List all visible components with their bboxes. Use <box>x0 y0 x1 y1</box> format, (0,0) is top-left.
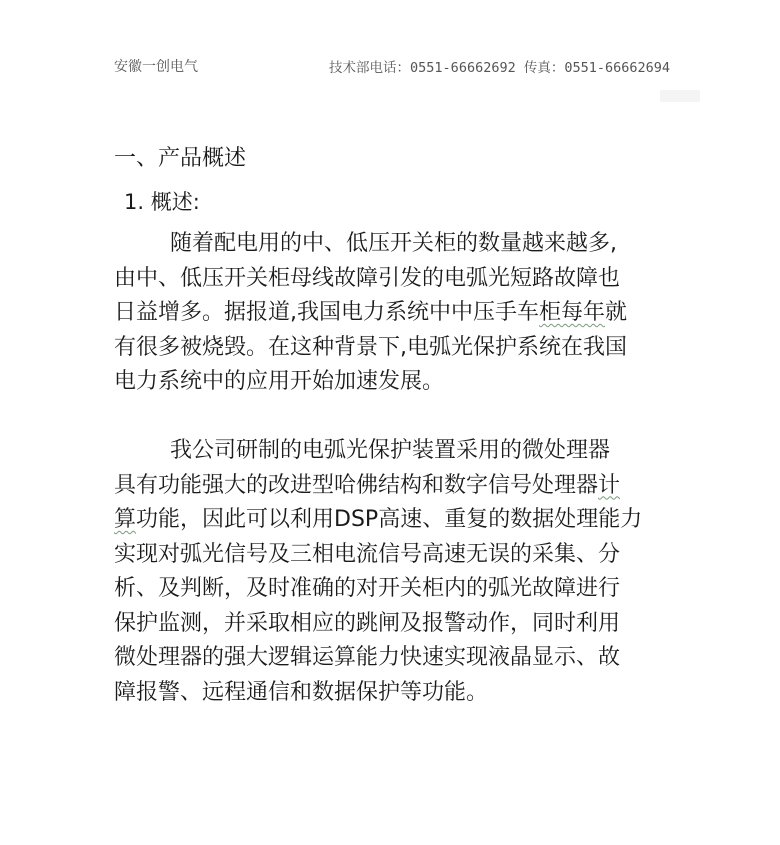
spellcheck-mark: 计 <box>598 472 621 498</box>
paragraph-line: 析、及判断，及时准确的对开关柜内的弧光故障进行 <box>114 576 621 601</box>
paragraph-line-text: 就 <box>605 300 628 325</box>
paragraph-line: 有很多被烧毁。在这种背景下,电弧光保护系统在我国 <box>114 334 627 360</box>
paragraph-line <box>114 296 670 331</box>
paragraph-line <box>114 503 670 538</box>
paragraph-overview-2 <box>114 434 670 710</box>
section-title: 一、产品概述 <box>114 146 247 171</box>
header-contact: 技术部电话：0551-66662692 传真：0551-66662694 <box>329 60 670 76</box>
paragraph-line: 保护监测，并采取相应的跳闸及报警动作，同时利用 <box>114 610 621 636</box>
page-header <box>114 56 670 78</box>
paragraph-line-text: 日益增多。据报道,我国电力系统中中压手车 <box>114 300 539 325</box>
paragraph-line: 微处理器的强大逻辑运算能力快速实现液晶显示、故 <box>114 645 621 670</box>
paragraph-line: 随着配电用的中、低压开关柜的数量越来越多, <box>170 231 617 256</box>
header-company: 安徽一创电气 <box>114 59 198 75</box>
paragraph-overview-1 <box>114 227 670 400</box>
subsection-title: 1. 概述: <box>124 190 200 214</box>
paragraph-line-text: 具有功能强大的改进型哈佛结构和数字信号处理器 <box>114 472 599 498</box>
paragraph-line: 障报警、远程通信和数据保护等功能。 <box>114 679 489 705</box>
paragraph-line: 电力系统中的应用开始加速发展。 <box>114 369 445 394</box>
paragraph-line-text: 功能，因此可以利用DSP高速、重复的数据处理能力 <box>136 507 643 532</box>
paragraph-line: 我公司研制的电弧光保护装置采用的微处理器 <box>170 438 611 463</box>
paragraph-line: 由中、低压开关柜母线故障引发的电弧光短路故障也 <box>114 265 621 291</box>
spellcheck-mark: 算 <box>114 507 137 532</box>
spellcheck-mark: 柜每年 <box>539 300 606 325</box>
paragraph-line: 实现对弧光信号及三相电流信号高速无误的采集、分 <box>114 541 621 567</box>
faint-mark <box>660 90 700 102</box>
paragraph-line <box>114 469 670 504</box>
